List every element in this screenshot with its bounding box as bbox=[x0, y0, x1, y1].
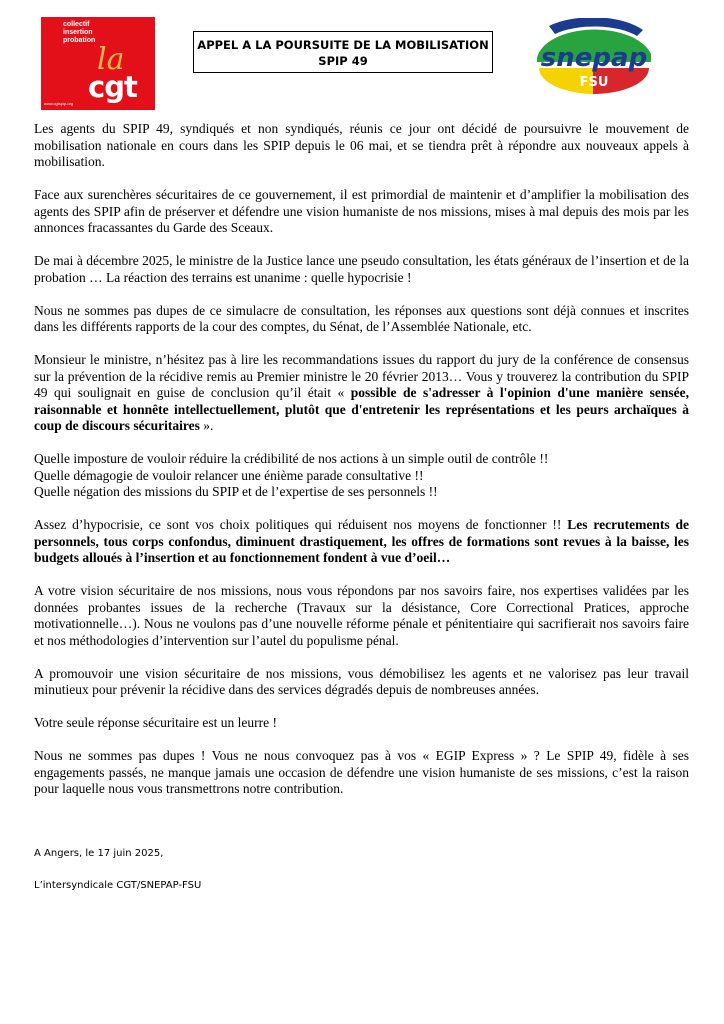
exclamation-line-1: Quelle imposture de vouloir réduire la crédibilité de nos actions à un simple outil de contrôle !! bbox=[34, 451, 549, 466]
cgt-logo bbox=[41, 17, 155, 110]
paragraph-5-end: ». bbox=[199, 418, 214, 433]
page-title bbox=[193, 31, 493, 73]
cgt-logo-line1: collectif bbox=[63, 21, 90, 28]
paragraph-8: A promouvoir une vision sécuritaire de nos missions, vous démobilisez les agents et ne valorisez pas leur travail minutieux pour prévenir la récidive dans des services dégradés depuis de nombreuses années. bbox=[34, 665, 689, 697]
cgt-logo-url: www.cgtspip.org bbox=[44, 101, 74, 106]
exclamation-line-3: Quelle négation des missions du SPIP et de l’expertise de ses personnels !! bbox=[34, 484, 438, 499]
snepap-logo bbox=[527, 18, 661, 98]
cgt-logo-la: la bbox=[97, 42, 125, 77]
paragraph-7: A votre vision sécuritaire de nos missions, nous vous répondons par nos savoirs faire, nos expertises validées par les données probantes issues de la recherche (Travaux sur la désistance, Core Correctional Pratices, approche motivationnelle…). Nous ne voulons pas d’une nouvelle réforme pénale et pénitentiaire qui sacrifierait nos savoirs faire et nos méthodologies d’intervention sur l’autel du populisme pénal. bbox=[34, 583, 689, 648]
signature: L’intersyndicale CGT/SNEPAP-FSU bbox=[34, 880, 202, 891]
paragraph-10: Nous ne sommes pas dupes ! Vous ne nous convoquez pas à vos « EGIP Express » ? Le SPIP 49, fidèle à ses engagements passés, ne manque jamais une occasion de défendre une vision humaniste de ses missions, c’est la raison pour laquelle nous vous transmettrons notre contribution. bbox=[34, 748, 689, 796]
place-date: A Angers, le 17 juin 2025, bbox=[34, 848, 164, 859]
paragraph-4: Nous ne sommes pas dupes de ce simulacre de consultation, les réponses aux questions sont déjà connues et inscrites dans les différents rapports de la cour des comptes, du Sénat, de l’Assemblée Nationale, etc. bbox=[34, 302, 689, 334]
paragraph-2: Face aux surenchères sécuritaires de ce gouvernement, il est primordial de maintenir et d’amplifier la mobilisation des agents des SPIP afin de préserver et défendre une vision humaniste de nos missions, mises à mal depuis des mois par les annonces fracassantes du Garde des Sceaux. bbox=[34, 187, 689, 235]
paragraph-6-bold: Les recrutements de personnels, tous corps confondus, diminuent drastiquement, les offres de formations sont revues à la baisse, les budgets alloués à l’insertion et au fonctionnement fondent à vue d’oeil… bbox=[34, 517, 689, 565]
paragraph-5 bbox=[34, 352, 689, 435]
paragraph-5-quote: possible de s'adresser à l'opinion d'une manière sensée, raisonnable et honnête intellectuellement, plutôt que d'entretenir les représentations et les peurs archaïques à coup de discours sécuritaires bbox=[34, 385, 689, 433]
title-line2: SPIP 49 bbox=[318, 54, 368, 68]
letter-body bbox=[34, 121, 689, 814]
cgt-logo-wordmark: cgt bbox=[88, 70, 137, 104]
exclamation-line-2: Quelle démagogie de vouloir relancer une énième parade consultative !! bbox=[34, 467, 424, 483]
snepap-wordmark: snepap bbox=[540, 43, 648, 73]
paragraph-5-text: Monsieur le ministre, n’hésitez pas à lire les recommandations issues du rapport du jury de la conférence de consensus sur la prévention de la récidive remis au Premier ministre le 20 février 2013… Vous y trouverez la contribution du SPIP 49 qui soulignait en guise de conclusion qu’il était « bbox=[34, 352, 689, 400]
paragraph-6 bbox=[34, 517, 689, 567]
cgt-logo-line3: probation bbox=[63, 37, 96, 44]
title-line1: APPEL A LA POURSUITE DE LA MOBILISATION bbox=[197, 38, 489, 52]
paragraph-9: Votre seule réponse sécuritaire est un leurre ! bbox=[34, 715, 278, 730]
paragraph-1: Les agents du SPIP 49, syndiqués et non syndiqués, réunis ce jour ont décidé de poursuivre le mouvement de mobilisation nationale en cours dans les SPIP depuis le 06 mai, et se tiendra prêt à répondre aux nouveaux appels à mobilisation. bbox=[34, 121, 689, 169]
paragraph-3: De mai à décembre 2025, le ministre de la Justice lance une pseudo consultation, les états généraux de l’insertion et de la probation … La réaction des terrains est unanime : quelle hypocrisie ! bbox=[34, 253, 689, 285]
paragraph-6-text: Assez d’hypocrisie, ce sont vos choix politiques qui réduisent nos moyens de fonctionner !! bbox=[34, 517, 568, 532]
cgt-logo-line2: insertion bbox=[63, 29, 93, 36]
snepap-fsu-label: FSU bbox=[579, 75, 609, 90]
